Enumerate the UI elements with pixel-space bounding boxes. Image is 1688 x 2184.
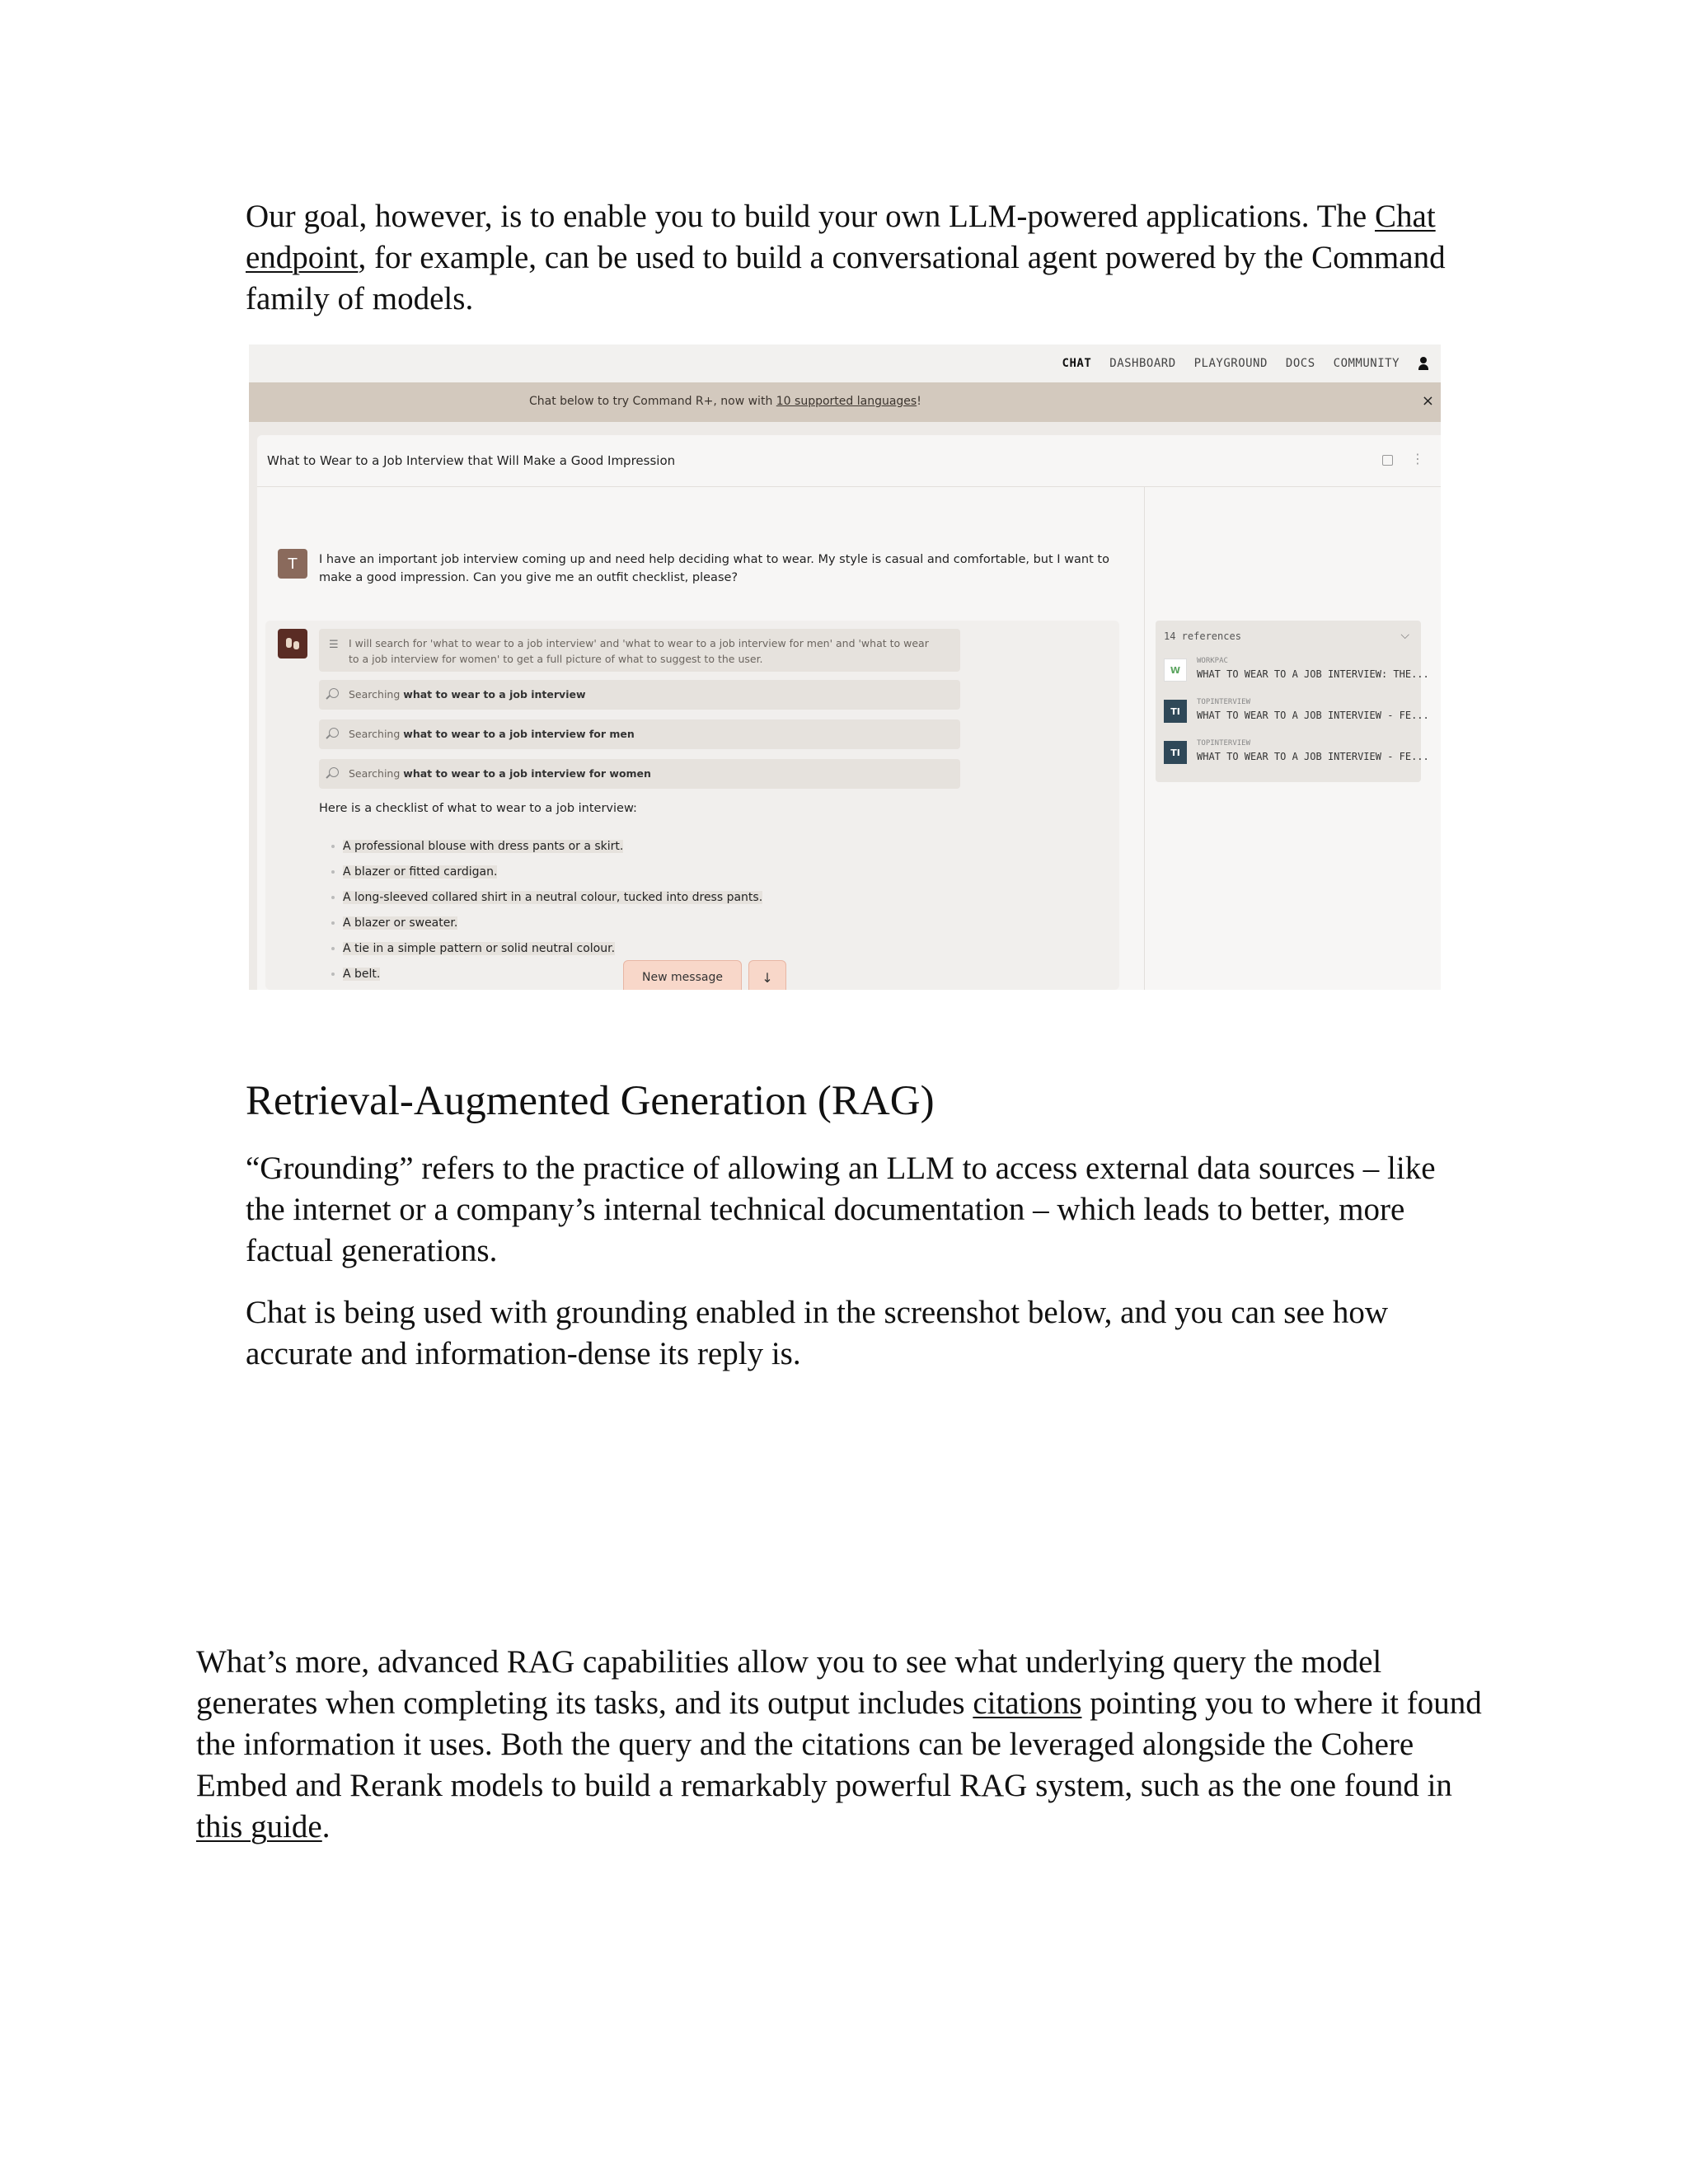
user-message: I have an important job interview coming up and need help deciding what to wear. My style is casual and comfortable, but I want to make a good impression. Can you give me an outfit checklist, please?: [319, 553, 1109, 584]
nav-dashboard[interactable]: DASHBOARD: [1109, 357, 1176, 370]
rag-heading: Retrieval-Augmented Generation (RAG): [246, 1078, 935, 1124]
user-avatar: T: [278, 549, 307, 579]
announcement-banner: [249, 382, 1441, 422]
list-icon: ☰: [329, 639, 339, 651]
nav-chat[interactable]: CHAT: [1062, 357, 1092, 370]
reference-source: TOPINTERVIEW: [1197, 698, 1251, 706]
chevron-down-icon[interactable]: ⌵: [1400, 629, 1409, 642]
search-query: what to wear to a job interview: [403, 688, 586, 701]
list-item: A long-sleeved collared shirt in a neutral colour, tucked into dress pants.: [331, 888, 762, 914]
references-count: 14 references: [1164, 630, 1241, 642]
reference-source: TOPINTERVIEW: [1197, 739, 1251, 748]
top-nav: [249, 344, 1441, 382]
bot-avatar: [278, 629, 307, 658]
search-query: what to wear to a job interview for men: [403, 728, 635, 740]
nav-docs[interactable]: DOCS: [1285, 357, 1315, 370]
nav-playground[interactable]: PLAYGROUND: [1193, 357, 1268, 370]
new-message-button[interactable]: New message: [623, 960, 742, 990]
references-panel: [1156, 621, 1429, 782]
edit-icon[interactable]: [1382, 455, 1393, 466]
more-options-icon[interactable]: ⋮: [1411, 451, 1424, 466]
search-step: Searching what to wear to a job interview for women: [319, 759, 960, 789]
reference-title: WHAT TO WEAR TO A JOB INTERVIEW - FE...: [1197, 710, 1429, 721]
reference-title: WHAT TO WEAR TO A JOB INTERVIEW - FE...: [1197, 751, 1429, 762]
scroll-down-button[interactable]: [748, 960, 786, 990]
chat-title: What to Wear to a Job Interview that Will Make a Good Impression: [267, 453, 676, 468]
search-query: what to wear to a job interview for women: [403, 767, 651, 780]
grounding-paragraph: “Grounding” refers to the practice of allowing an LLM to access external data sources – like the internet or a company’s internal technical documentation – which leads to better, more factual generations.: [246, 1151, 1436, 1268]
reference-item[interactable]: [1164, 738, 1429, 771]
answer-intro: Here is a checklist of what to wear to a job interview:: [319, 802, 637, 815]
list-item: A tie in a simple pattern or solid neutral colour.: [331, 940, 762, 965]
chat-screenshot: [249, 344, 1441, 990]
topinterview-logo-icon: TI: [1164, 700, 1187, 723]
citations-link[interactable]: citations: [973, 1685, 1082, 1721]
search-icon: [329, 767, 339, 777]
search-icon: [329, 688, 339, 698]
cohere-logo-icon: [285, 636, 300, 651]
search-icon: [329, 728, 339, 738]
chat-header: [257, 435, 1441, 487]
topinterview-logo-icon: TI: [1164, 741, 1187, 764]
this-guide-link[interactable]: this guide: [196, 1809, 322, 1844]
nav-community[interactable]: COMMUNITY: [1333, 357, 1400, 370]
reference-item[interactable]: [1164, 655, 1429, 688]
panel-divider: [1144, 487, 1145, 990]
chat-endpoint-link[interactable]: Chat endpoint: [246, 199, 1436, 275]
list-item: A blazer or sweater.: [331, 914, 762, 940]
chat-grounding-paragraph: Chat is being used with grounding enabled in the screenshot below, and you can see how accurate and information-dense its reply is.: [246, 1295, 1388, 1371]
close-icon[interactable]: ×: [1421, 392, 1434, 410]
chat-panel: [257, 435, 1441, 990]
reference-item[interactable]: [1164, 696, 1429, 729]
intro-paragraph: Our goal, however, is to enable you to build your own LLM-powered applications. The Chat endpoint, for example, can be used to build a conversational agent powered by the Command family of models.: [246, 199, 1446, 316]
supported-languages-link[interactable]: 10 supported languages: [776, 395, 917, 408]
advanced-rag-paragraph: What’s more, advanced RAG capabilities allow you to see what underlying query the model generates when completing its tasks, and its output includes citations pointing you to where it found the information it uses. Both the query and the citations can be leveraged alongside the Cohere Embed and Rerank models to build a remarkably powerful RAG system, such as the one found in this guide.: [196, 1644, 1482, 1844]
search-step: Searching what to wear to a job interview for men: [319, 719, 960, 749]
list-item: A belt.: [331, 965, 762, 990]
workpac-logo-icon: W: [1164, 658, 1187, 682]
reference-source: WORKPAC: [1197, 657, 1228, 665]
list-item: A blazer or fitted cardigan.: [331, 863, 762, 888]
search-step: Searching what to wear to a job interview: [319, 680, 960, 710]
arrow-down-icon: ↓: [762, 969, 773, 986]
reference-title: WHAT TO WEAR TO A JOB INTERVIEW: THE...: [1197, 668, 1429, 680]
plan-step: [319, 629, 960, 672]
banner-text: Chat below to try Command R+, now with 10 supported languages!: [529, 395, 921, 408]
list-item: A professional blouse with dress pants or a skirt.: [331, 837, 762, 863]
user-icon[interactable]: [1418, 357, 1429, 370]
plan-text: I will search for 'what to wear to a job interview' and 'what to wear to a job interview for men' and 'what to wear to a job interview for women' to get a full picture of what to suggest to the user.: [349, 637, 929, 665]
